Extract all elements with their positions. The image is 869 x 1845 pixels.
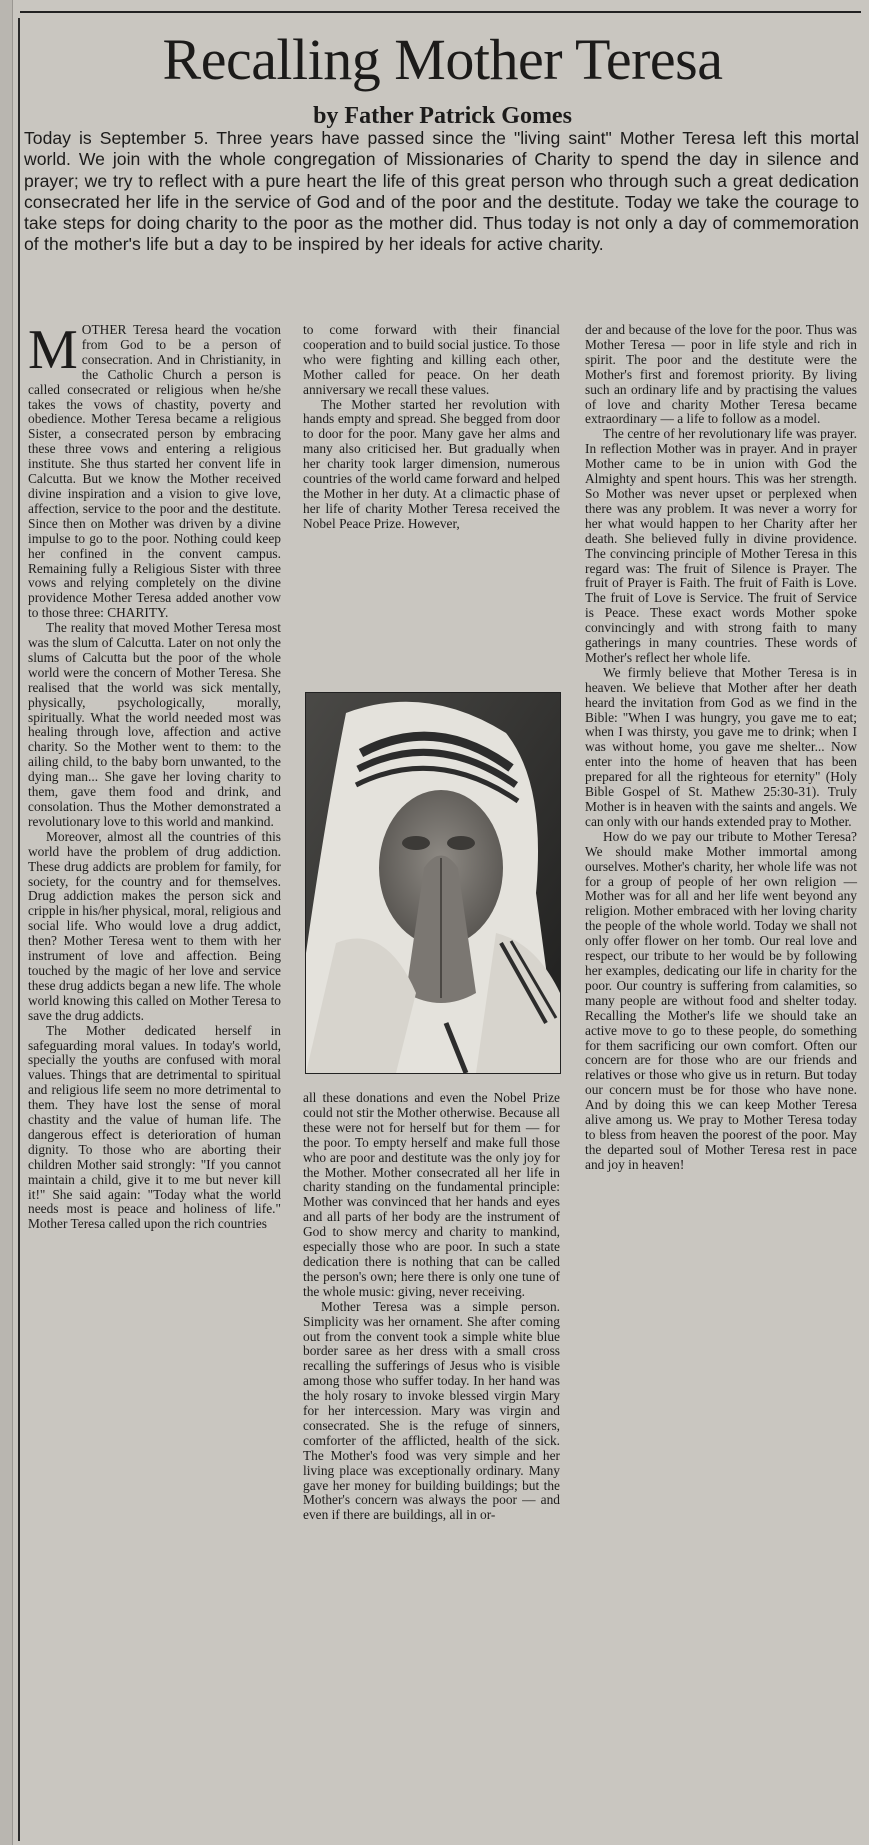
article-column-2-top	[303, 323, 560, 685]
paragraph: der and because of the love for the poor. Thus was Mother Teresa — poor in life style and rich in spirit. The poor and the destitute were the Mother's first and foremost priority. By living such an ordinary life and by practising the values of love and charity Mother Teresa became extraordinary — a life to follow as a model.	[585, 322, 857, 427]
paragraph: Moreover, almost all the countries of this world have the problem of drug addiction. These drug addicts are problem for family, for society, for the country and for themselves. Drug addiction makes the person sick and cripple in his/her physical, moral, religious and social life. Who would love a drug addict, then? Mother Teresa went to them with her instrument of love and affection. Being touched by the magic of her love and service these drug addicts began a new life. The whole world knowing this called on Mother Teresa to save the drug addicts.	[28, 828, 281, 1023]
paragraph	[28, 319, 281, 621]
paragraph: Mother Teresa was a simple person. Simplicity was her ornament. She after coming out from the convent took a simple white blue border saree as her dress with a small cross recalling the sufferings of Jesus who is visible among those who suffer today. In her hand was the holy rosary to invoke blessed virgin Mary for her intercession. Mary was virgin and consecrated. She is the refuge of sinners, comforter of the afflicted, health of the sick. The Mother's food was very simple and her living place was exceptionally ordinary. Many gave her money for building buildings; but the Mother's concern was always the poor — and even if there are buildings, all in or-	[303, 1298, 560, 1523]
article-title: Recalling Mother Teresa	[162, 27, 723, 92]
paragraph: The centre of her revolutionary life was prayer. In reflection Mother was in prayer. And in prayer Mother came to be in union with God the Almighty and spent hours. This was her strength. So Mother was never upset or perplexed when there was any problem. It was never a worry for her what would happen to her Charity after her death. She believed fully in divine providence. The convincing principle of Mother Teresa in this regard was: The fruit of Silence is Prayer. The fruit of Prayer is Faith. The fruit of Faith is Love. The fruit of Love is Service. The fruit of Service is Peace. These exact words Mother spoke convincingly and with strong faith to many gatherings in many countries. These words of Mother's reflect her whole life.	[585, 426, 857, 665]
paragraph: The Mother dedicated herself in safeguarding moral values. In today's world, specially the youths are confused with moral values. Things that are detrimental to spiritual and religious life seem no more detrimental to them. They have lost the sense of moral chastity and the value of human life. The dangerous effect is deterioration of human dignity. To those who are aborting their children Mother said strongly: "If you cannot maintain a child, give it to me but never kill it!" She said again: "Today what the world needs most is peace and holiness of life." Mother Teresa called upon the rich countries	[28, 1022, 281, 1232]
paragraph-text: OTHER Teresa heard the vocation from God to be a person of consecration. And in Christianity, in the Catholic Church a person is called consecrated or religious when he/she takes the vows of chastity, poverty and obedience. Mother Teresa became a religious Sister, a consecrated person by embracing these three vows and entering a religious institute. She thus started her convent life in Calcutta. But we know the Mother received divine inspiration and a vision to give love, affection, service to the poor and the destitute. Since then on Mother was driven by a divine impulse to go to the poor. Nothing could keep her confined in the convent campus. Remaining fully a Religious Sister with three vows and relying completely on the divine providence Mother Teresa added another vow to those three: CHARITY.	[28, 322, 281, 621]
page-binding-edge	[0, 0, 13, 1845]
article-column-2-bottom	[303, 1091, 560, 1841]
drop-cap: M	[28, 319, 78, 381]
article-intro: Today is September 5. Three years have passed since the "living saint" Mother Teresa left this mortal world. We join with the whole congregation of Missionaries of Charity to spend the day in silence and prayer; we try to reflect with a pure heart the life of this great person who through such a great dedication consecrated her life in the service of God and of the poor and the destitute. Today we take the courage to take steps for doing charity to the poor as the mother did. Thus today is not only a day of commemoration of the mother's life but a day to be inspired by her ideals for active charity.	[24, 128, 859, 255]
top-rule	[20, 11, 861, 13]
photo-illustration	[306, 693, 560, 1073]
paragraph: to come forward with their financial cooperation and to build social justice. To those who were fighting and killing each other, Mother called for peace. On her death anniversary we recall these values.	[303, 322, 560, 397]
mother-teresa-photo	[305, 692, 561, 1074]
paragraph: The Mother started her revolution with hands empty and spread. She begged from door to door for the poor. Many gave her alms and many also criticised her. But gradually when her charity took larger dimension, numerous countries of the world came forward and helped the Mother in her duty. At a climactic phase of her life of charity Mother Teresa received the Nobel Peace Prize. However,	[303, 396, 560, 531]
paragraph: all these donations and even the Nobel Prize could not stir the Mother otherwise. Because all these were not for herself but for them — for the poor. To empty herself and make full those who are poor and destitute was the only joy for the Mother. Mother consecrated all her life in charity standing on the fundamental principle: Mother was convinced that her hands and eyes and all parts of her body are the instrument of God to show mercy and charity to mankind, especially those who are poor. In such a state dedication there is nothing that can be called the person's own; here there is only one tune of the whole music: giving, never receiving.	[303, 1090, 560, 1299]
paragraph: The reality that moved Mother Teresa most was the slum of Calcutta. Later on not only the slums of Calcutta but the poor of the whole world were the concern of Mother Teresa. She realised that the world was sick mentally, physically, psychologically, morally, spiritually. What the world needed most was healing through love, affection and active charity. So the Mother went to them: to the ailing child, to the baby born unwanted, to the dying man... She gave her loving charity to them, gave them food and drink, and consolation. Thus the Mother demonstrated a revolutionary love to this world and mankind.	[28, 620, 281, 829]
paragraph: How do we pay our tribute to Mother Teresa? We should make Mother immortal among ourselves. Mother's charity, her whole life was not for a group of people of her own religion — Mother was for all and her life went beyond any religion. Mother embraced with her loving charity the people of the whole world. Today we shall not only offer flower on her tomb. Our real love and respect, our tribute to her would be by following her examples, dedicating our life in charity for the poor. Our country is suffering from calamities, so many people are without food and shelter today. Recalling the Mother's life we should take an active move to go to these people, do something for them sacrificing our own comfort. Often our concern are for those who are our friends and relatives or those who give us in return. But today our concern must be for those who have none. And by doing this we can keep Mother Teresa alive among us. We pray to Mother Teresa today to bless from heaven the poorest of the poor. May the departed soul of Mother Teresa rest in pace and joy in heaven!	[585, 828, 857, 1172]
article-column-1	[28, 319, 281, 1838]
paragraph: We firmly believe that Mother Teresa is in heaven. We believe that Mother after her death heard the invitation from God as we find in the Bible: "When I was hungry, you gave me to eat; when I was thirsty, you gave me to drink; when I was without home, you gave me shelter... Now enter into the home of heaven that has been prepared for all the righteous for eternity" (Holy Bible Gospel of St. Mathew 25:30-31). Truly Mother is in heaven with the saints and angels. We can only with our hands extended pray to Mother.	[585, 664, 857, 829]
article-byline: by Father Patrick Gomes	[313, 103, 572, 129]
article-column-3	[585, 323, 857, 1841]
